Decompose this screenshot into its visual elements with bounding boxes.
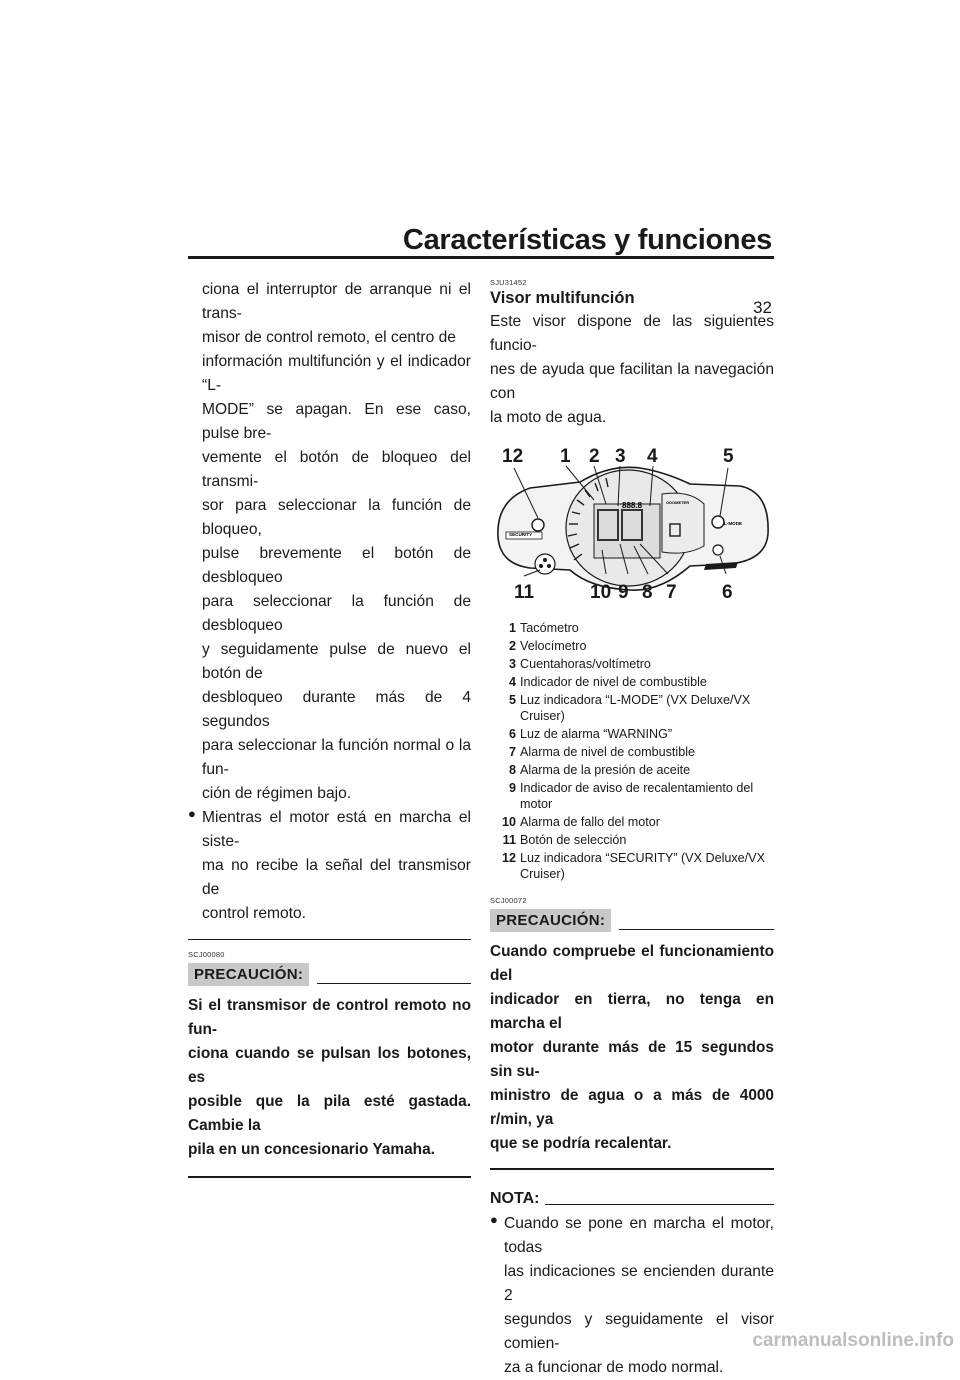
intro-line: ciona el interruptor de arranque ni el trans- — [202, 281, 471, 322]
intro-line: ción de régimen bajo. — [202, 785, 352, 802]
callout-9: 9 — [618, 582, 629, 603]
section-title: Visor multifunción — [490, 289, 635, 307]
legend-num: 10 — [501, 815, 516, 829]
legend-text: Alarma de fallo del motor — [520, 815, 660, 829]
callout-7: 7 — [666, 582, 677, 603]
legend-text: Velocímetro — [520, 639, 587, 653]
legend-num: 12 — [501, 851, 516, 865]
caution-bottom-rule — [490, 1168, 774, 1170]
callout-4: 4 — [647, 446, 658, 467]
section-code: SJU31452 — [490, 278, 527, 287]
caution-top-rule — [188, 939, 471, 940]
legend-text: Alarma de la presión de aceite — [520, 763, 691, 777]
nota-line: segundos y seguidamente el visor comien- — [504, 1311, 774, 1352]
caution-label: PRECAUCIÓN: — [188, 963, 309, 986]
legend-item — [490, 762, 774, 778]
legend-item — [490, 744, 774, 760]
intro-line: desbloqueo durante más de 4 segundos — [202, 689, 471, 730]
legend-num: 6 — [508, 727, 516, 741]
bullet-line: ma no recibe la señal del transmisor de — [202, 857, 471, 898]
callout-6: 6 — [722, 582, 733, 603]
panel-security-text: SECURITY — [509, 532, 533, 537]
legend-text: Indicador de aviso de recalentamiento del motor — [520, 781, 754, 811]
legend-item — [490, 832, 774, 848]
page-number: 32 — [753, 298, 772, 317]
intro-line: y seguidamente pulse de nuevo el botón de — [202, 641, 471, 682]
caution-label: PRECAUCIÓN: — [490, 909, 611, 932]
legend-text: Cuentahoras/voltímetro — [520, 657, 651, 671]
section-line: nes de ayuda que facilitan la navegación con — [490, 361, 774, 402]
legend-text: Luz de alarma “WARNING” — [520, 727, 673, 741]
panel-display-text: 888.8 — [622, 501, 643, 510]
bullet-item — [188, 806, 471, 926]
intro-line: vemente el botón de bloqueo del transmi- — [202, 449, 471, 490]
caution-line: Cuando compruebe el funcionamiento del — [490, 943, 774, 984]
legend-num: 7 — [508, 745, 516, 759]
nota-line: za a funcionar de modo normal. — [504, 1359, 724, 1376]
caution-header-line — [317, 983, 471, 984]
caution-code: SCJ00080 — [188, 950, 225, 959]
caution-code: SCJ00072 — [490, 896, 527, 905]
callout-11: 11 — [514, 582, 535, 603]
caution-header — [188, 963, 471, 986]
legend-text: Luz indicadora “SECURITY” (VX Deluxe/VX Cruiser) — [520, 851, 765, 881]
legend-item — [490, 674, 774, 690]
caution-line: ministro de agua o a más de 4000 r/min, ya — [490, 1087, 774, 1128]
intro-line: sor para seleccionar la función de bloqueo, — [202, 497, 471, 538]
caution-line: que se podría recalentar. — [490, 1135, 672, 1152]
callout-2: 2 — [589, 446, 600, 467]
legend-item — [490, 692, 774, 724]
section-line: la moto de agua. — [490, 409, 607, 426]
nota-line: las indicaciones se encienden durante 2 — [504, 1263, 774, 1304]
intro-paragraph — [188, 278, 471, 806]
legend-item — [490, 814, 774, 830]
diagram-legend — [490, 620, 774, 882]
intro-line: pulse brevemente el botón de desbloqueo — [202, 545, 471, 586]
legend-num: 11 — [502, 833, 516, 847]
caution-line: motor durante más de 15 segundos sin su- — [490, 1039, 774, 1080]
right-column — [490, 278, 774, 1380]
callout-5: 5 — [723, 446, 734, 467]
legend-item — [490, 726, 774, 742]
callout-1: 1 — [560, 446, 571, 467]
watermark: carmanualsonline.info — [752, 1330, 954, 1351]
callout-8: 8 — [642, 582, 653, 603]
instrument-panel-diagram — [490, 442, 774, 612]
intro-line: MODE” se apagan. En ese caso, pulse bre- — [202, 401, 471, 442]
caution-line: indicador en tierra, no tenga en marcha el — [490, 991, 774, 1032]
nota-line: Cuando se pone en marcha el motor, todas — [504, 1215, 774, 1256]
page-title: Características y funciones — [402, 224, 772, 256]
legend-item — [490, 850, 774, 882]
caution-line: ciona cuando se pulsan los botones, es — [188, 1045, 471, 1086]
caution-header — [490, 909, 774, 932]
nota-header — [490, 1190, 774, 1208]
legend-num: 2 — [508, 639, 516, 653]
panel-odometer-text: ODOMETER — [666, 500, 690, 505]
callout-12: 12 — [502, 446, 524, 467]
legend-text: Tacómetro — [520, 621, 579, 635]
caution-line: Si el transmisor de control remoto no fun- — [188, 997, 471, 1038]
caution-bottom-rule — [188, 1176, 471, 1178]
legend-num: 9 — [508, 781, 516, 795]
legend-text: Botón de selección — [520, 833, 627, 847]
nota-header-line — [545, 1204, 774, 1205]
intro-line: misor de control remoto, el centro de — [202, 329, 456, 346]
caution-text — [490, 940, 774, 1156]
caution-line: posible que la pila esté gastada. Cambie la — [188, 1093, 471, 1134]
legend-item — [490, 780, 774, 812]
section-line: Este visor dispone de las siguientes funcio- — [490, 313, 774, 354]
caution-header-line — [619, 929, 774, 930]
intro-line: para seleccionar la función de desbloqueo — [202, 593, 471, 634]
caution-line: pila en un concesionario Yamaha. — [188, 1141, 435, 1158]
header-rule — [188, 256, 774, 259]
bullet-line: control remoto. — [202, 905, 307, 922]
legend-num: 4 — [508, 675, 516, 689]
panel-lmode-text: L-MODE — [724, 521, 743, 526]
legend-num: 1 — [508, 621, 516, 635]
nota-bullet-item — [490, 1212, 774, 1380]
legend-num: 3 — [508, 657, 516, 671]
legend-item — [490, 656, 774, 672]
nota-label: NOTA: — [490, 1190, 540, 1207]
left-column — [188, 278, 471, 1178]
legend-item — [490, 638, 774, 654]
bullet-dot-icon: ● — [188, 806, 196, 821]
callout-10: 10 — [590, 582, 612, 603]
legend-text: Luz indicadora “L-MODE” (VX Deluxe/VX Cruiser) — [520, 693, 751, 723]
legend-num: 5 — [508, 693, 516, 707]
legend-item — [490, 620, 774, 636]
intro-line: para seleccionar la función normal o la fun- — [202, 737, 471, 778]
legend-text: Indicador de nivel de combustible — [520, 675, 707, 689]
bullet-dot-icon: ● — [490, 1212, 498, 1227]
intro-line: información multifunción y el indicador “L- — [202, 353, 471, 394]
callout-3: 3 — [615, 446, 626, 467]
caution-text — [188, 994, 471, 1162]
legend-num: 8 — [508, 763, 516, 777]
bullet-line: Mientras el motor está en marcha el siste- — [202, 809, 471, 850]
legend-text: Alarma de nivel de combustible — [520, 745, 696, 759]
